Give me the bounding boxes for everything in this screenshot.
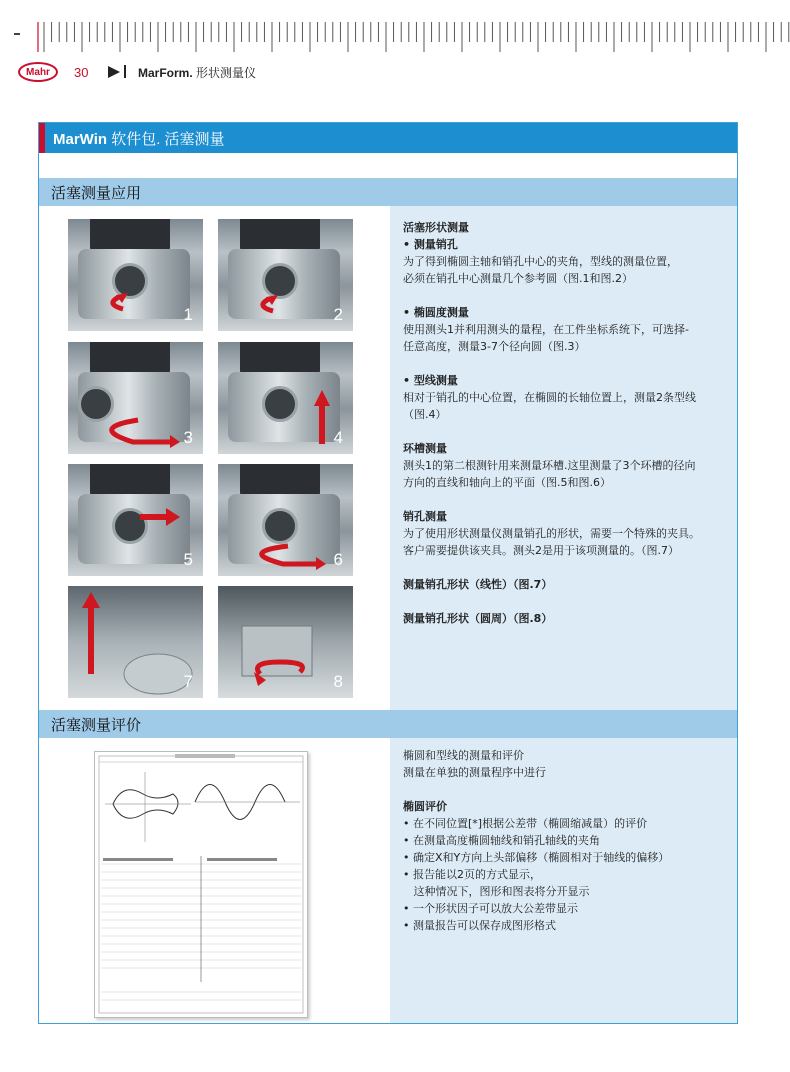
running-subtitle: 形状测量仪 (196, 66, 257, 80)
page-number: 30 (74, 65, 89, 80)
text-line: 必须在销孔中心测量几个参考圆（图.1和图.2） (403, 272, 633, 285)
top-ruler (0, 22, 790, 56)
block-title-pin-hole: • 测量销孔 (403, 238, 458, 251)
photo-8 (218, 586, 353, 698)
photo-1 (68, 219, 203, 331)
bullet-item: • 在不同位置[*]根据公差带（椭圆缩减量）的评价 (403, 817, 648, 830)
text-line: 使用测头1并利用测头的量程，在工件坐标系统下，可选择- (403, 323, 689, 336)
photo-label-1: 1 (183, 305, 193, 324)
title-rest: 软件包. 活塞测量 (107, 131, 225, 148)
section2-text (403, 747, 733, 934)
bullet-item: 这种情况下，图形和图表将分开显示 (403, 885, 590, 898)
text-line: 测量在单独的测量程序中进行 (403, 766, 546, 779)
section1-heading-text: 活塞测量应用 (51, 185, 142, 202)
separator-bar (124, 65, 126, 78)
photo-3 (68, 342, 203, 454)
photo-label-6: 6 (333, 550, 343, 569)
logo-text: Mahr (26, 66, 50, 78)
block-title-ovality: • 椭圆度测量 (403, 306, 469, 319)
photo-label-4: 4 (333, 428, 343, 447)
play-arrow-icon (108, 66, 120, 78)
photo-6 (218, 464, 353, 576)
ovality-eval-title: 椭圆评价 (403, 800, 447, 813)
text-line: 方向的直线和轴向上的平面（图.5和图.6） (403, 476, 611, 489)
panel-title-bar (39, 123, 737, 153)
bullet-item: • 在测量高度椭圆轴线和销孔轴线的夹角 (403, 834, 600, 847)
text-line: 相对于销孔的中心位置，在椭圆的长轴位置上，测量2条型线 (403, 391, 696, 404)
section-heading-evaluation (39, 710, 737, 738)
section2-heading-text: 活塞测量评价 (51, 717, 142, 734)
section1-text (403, 219, 733, 627)
text-line: 为了使用形状测量仪测量销孔的形状，需要一个特殊的夹具。 (403, 527, 700, 540)
measurement-report-image (94, 751, 308, 1018)
text-line: 测头1的第二根测针用来测量环槽.这里测量了3个环槽的径向 (403, 459, 696, 472)
text-line: 任意高度，测量3-7个径向圆（图.3） (403, 340, 586, 353)
block-title-linear: 测量销孔形状（线性）（图.7） (403, 578, 553, 591)
text-line: （图.4） (403, 408, 447, 421)
bullet-item: • 测量报告可以保存成图形格式 (403, 919, 556, 932)
text-line: 客户需要提供该夹具。测头2是用于该项测量的。（图.7） (403, 544, 679, 557)
photo-label-3: 3 (183, 428, 193, 447)
photo-label-5: 5 (183, 550, 193, 569)
photo-label-7: 7 (183, 672, 193, 691)
bullet-item: • 报告能以2页的方式显示， (403, 868, 541, 881)
title-accent (39, 123, 45, 153)
text-line: 为了得到椭圆主轴和销孔中心的夹角，型线的测量位置， (403, 255, 678, 268)
bullet-item: • 确定X和Y方向上头部偏移（椭圆相对于轴线的偏移） (403, 851, 670, 864)
block-title-pin-bore: 销孔测量 (403, 510, 447, 523)
panel-title (53, 128, 225, 149)
photo-label-2: 2 (333, 305, 343, 324)
mahr-logo (18, 62, 58, 82)
title-brand: MarWin (53, 131, 108, 148)
block-title-piston-form: 活塞形状测量 (403, 221, 469, 234)
photo-4 (218, 342, 353, 454)
brand-name: MarForm. (138, 66, 193, 80)
photo-5 (68, 464, 203, 576)
text-line: 椭圆和型线的测量和评价 (403, 749, 524, 762)
bullet-item: • 一个形状因子可以放大公差带显示 (403, 902, 578, 915)
block-title-circular: 测量销孔形状（圆周）（图.8） (403, 612, 553, 625)
photo-7 (68, 586, 203, 698)
photo-2 (218, 219, 353, 331)
block-title-ring-groove: 环槽测量 (403, 442, 447, 455)
photo-label-8: 8 (333, 672, 343, 691)
running-header (138, 64, 256, 81)
block-title-profile: • 型线测量 (403, 374, 458, 387)
section-heading-application (39, 178, 737, 206)
